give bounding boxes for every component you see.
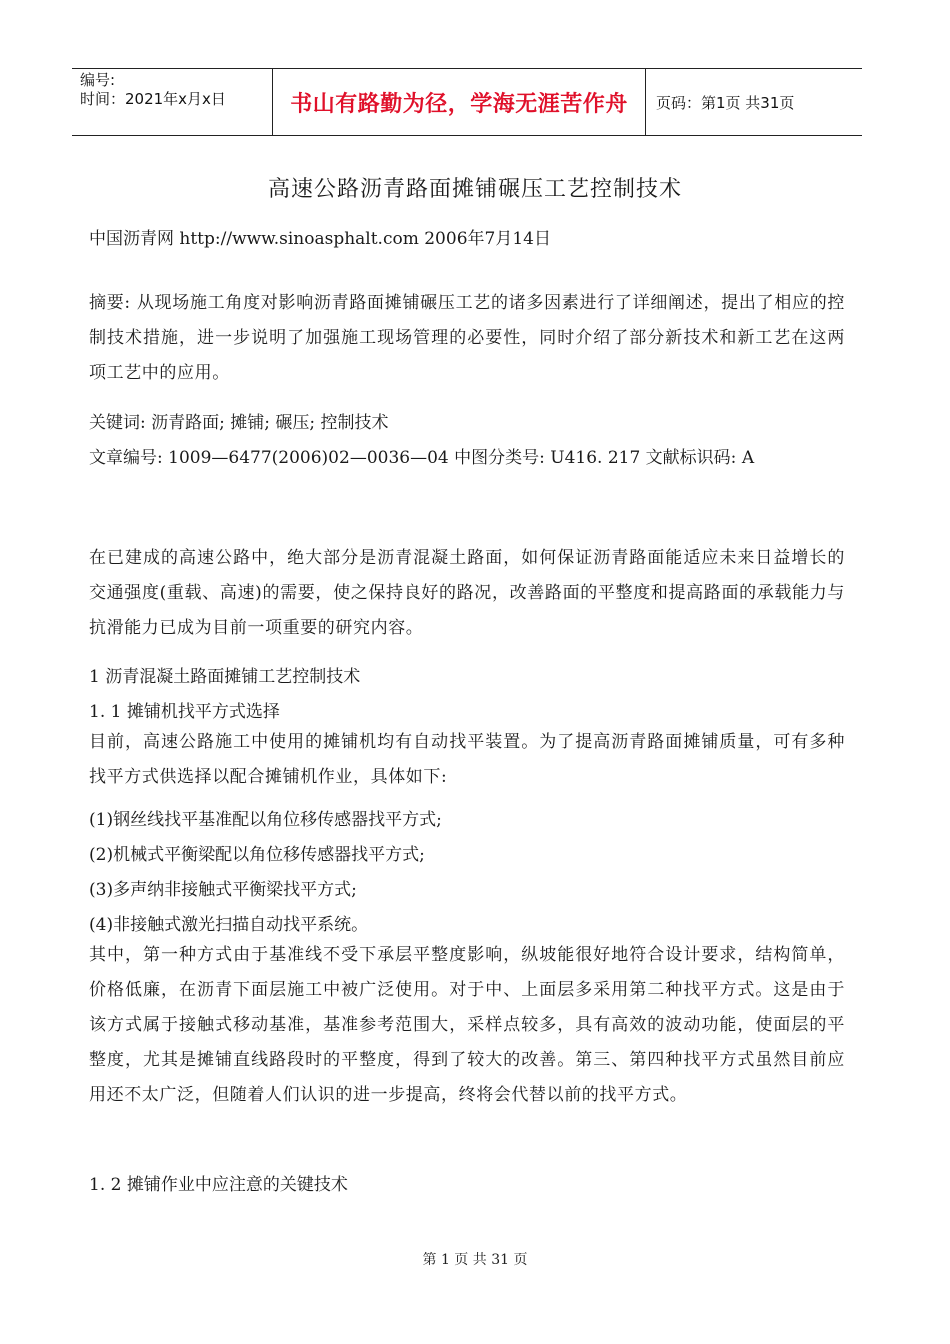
page-footer: 第 1 页 共 31 页 <box>422 1252 528 1268</box>
header-divider <box>645 69 646 135</box>
subsection-heading: 1. 1 摊铺机找平方式选择 <box>89 702 280 722</box>
section-heading: 1 沥青混凝土路面摊铺工艺控制技术 <box>89 667 361 687</box>
intro-paragraph: 在已建成的高速公路中，绝大部分是沥青混凝土路面，如何保证沥青路面能适应未来日益增长的交通强度(重载、高速)的需要，使之保持良好的路况，改善路面的平整度和提高路面的承载能力与抗滑能力已成为目前一项重要的研究内容。 <box>89 548 845 638</box>
subsection-heading: 1. 2 摊铺作业中应注意的关键技术 <box>89 1175 348 1195</box>
document-header <box>72 68 862 136</box>
list-item: (4)非接触式激光扫描自动找平系统。 <box>89 915 369 935</box>
list-item: (3)多声纳非接触式平衡梁找平方式; <box>89 880 357 900</box>
body-paragraph: 目前，高速公路施工中使用的摊铺机均有自动找平装置。为了提高沥青路面摊铺质量，可有多种找平方式供选择以配合摊铺机作业，具体如下: <box>89 732 845 787</box>
keywords-line: 关键词: 沥青路面; 摊铺; 碾压; 控制技术 <box>89 413 389 433</box>
header-slogan: 书山有路勤为径，学海无涯苦作舟 <box>290 91 628 117</box>
header-page-number: 页码：第1页 共31页 <box>656 93 795 112</box>
header-meta <box>80 71 226 109</box>
list-item: (2)机械式平衡梁配以角位移传感器找平方式; <box>89 845 425 865</box>
document-time-label: 时间：2021年x月x日 <box>80 90 226 108</box>
document-number-label: 编号: <box>80 71 116 89</box>
article-source: 中国沥青网 http://www.sinoasphalt.com 2006年7月14日 <box>89 229 551 249</box>
body-paragraph: 其中，第一种方式由于基准线不受下承层平整度影响，纵坡能很好地符合设计要求，结构简单，价格低廉，在沥青下面层施工中被广泛使用。对于中、上面层多采用第二种找平方式。这是由于该方式属于接触式移动基准，基准参考范围大，采样点较多，具有高效的波动功能，使面层的平整度，尤其是摊铺直线路段时的平整度，得到了较大的改善。第三、第四种找平方式虽然目前应用还不太广泛，但随着人们认识的进一步提高，终将会代替以前的找平方式。 <box>89 945 845 1105</box>
article-title: 高速公路沥青路面摊铺碾压工艺控制技术 <box>267 177 682 202</box>
article-info-line: 文章编号: 1009—6477(2006)02—0036—04 中图分类号: U416. 217 文献标识码: A <box>89 448 755 468</box>
abstract-paragraph: 摘要: 从现场施工角度对影响沥青路面摊铺碾压工艺的诸多因素进行了详细阐述，提出了相应的控制技术措施，进一步说明了加强施工现场管理的必要性，同时介绍了部分新技术和新工艺在这两项工艺中的应用。 <box>89 293 845 383</box>
list-item: (1)钢丝线找平基准配以角位移传感器找平方式; <box>89 810 442 830</box>
